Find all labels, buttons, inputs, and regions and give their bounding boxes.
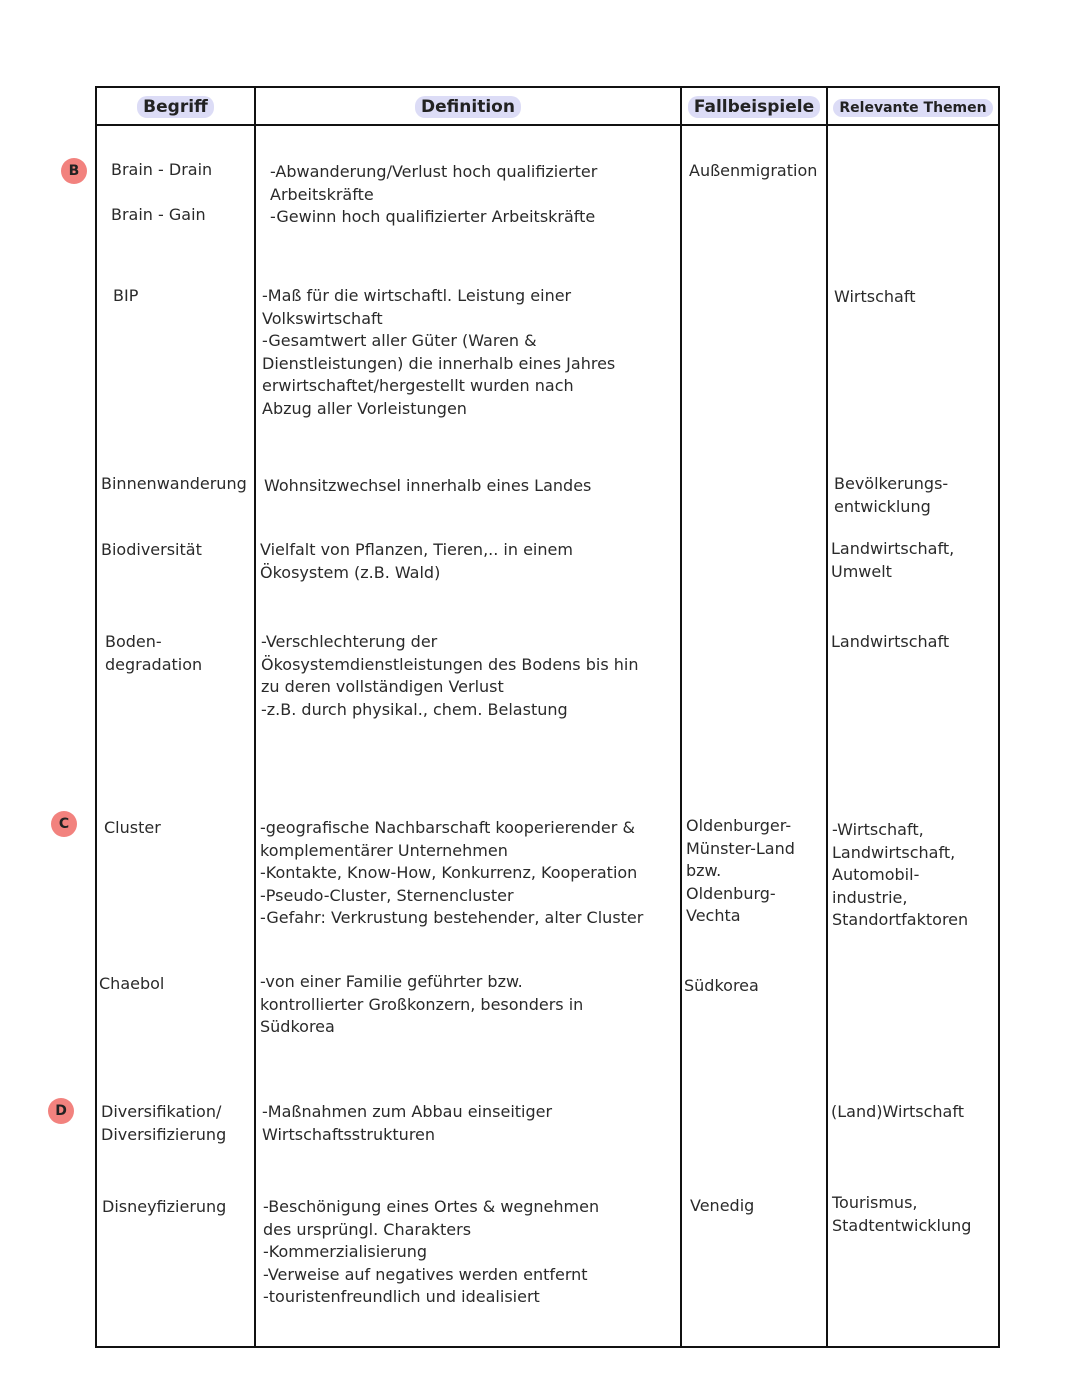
header-relevante-themen: Relevante Themen [828, 95, 998, 119]
topics-cell: (Land)Wirtschaft [831, 1102, 964, 1121]
example-cell: Außenmigration [689, 161, 818, 180]
term-cell: Brain - Drain Brain - Gain [111, 160, 213, 224]
definition-cell: -Beschönigung eines Ortes & wegnehmen des ursprüngl. Charakters -Kommerzialisierung -Verweise auf negatives werden entfernt -touristenfreundlich und idealisiert [263, 1197, 600, 1306]
header-begriff: Begriff [97, 95, 254, 119]
example-cell: Südkorea [684, 976, 759, 995]
term-cell: Boden- degradation [105, 632, 203, 674]
topics-cell: Bevölkerungs- entwicklung [834, 474, 949, 516]
column-divider [680, 86, 682, 1348]
header-fallbeispiele: Fallbeispiele [682, 95, 826, 119]
term-cell: Biodiversität [101, 540, 202, 559]
definition-cell: -geografische Nachbarschaft kooperierender & komplementärer Unternehmen -Kontakte, Know-How, Konkurrenz, Kooperation -Pseudo-Cluster, Sternencluster -Gefahr: Verkrustung bestehender, alter Cluster [260, 818, 644, 927]
topics-cell: Landwirtschaft [831, 632, 950, 651]
example-cell: Oldenburger- Münster-Land bzw. Oldenburg- Vechta [686, 816, 795, 925]
term-cell: Binnenwanderung [101, 474, 247, 493]
definition-cell: -Maßnahmen zum Abbau einseitiger Wirtschaftsstrukturen [262, 1102, 553, 1144]
term-cell: Disneyfizierung [102, 1197, 227, 1216]
example-cell: Venedig [690, 1196, 755, 1215]
definition-cell: -Abwanderung/Verlust hoch qualifizierter Arbeitskräfte -Gewinn hoch qualifizierter Arbeitskräfte [270, 162, 598, 226]
term-cell: Diversifikation/ Diversifizierung [101, 1102, 227, 1144]
section-marker-d: D [48, 1098, 74, 1124]
term-cell: Cluster [104, 818, 161, 837]
definition-cell: -von einer Familie geführter bzw. kontrollierter Großkonzern, besonders in Südkorea [260, 972, 584, 1036]
header-definition: Definition [256, 95, 680, 119]
column-divider [254, 86, 256, 1348]
topics-cell: -Wirtschaft, Landwirtschaft, Automobil- industrie, Standortfaktoren [832, 820, 969, 929]
term-cell: Chaebol [99, 974, 165, 993]
definition-cell: -Maß für die wirtschaftl. Leistung einer Volkswirtschaft -Gesamtwert aller Güter (Waren & Dienstleistungen) die innerhalb eines Jahres erwirtschaftet/hergestellt wurden nach Abzug aller Vorleistungen [262, 286, 616, 418]
topics-cell: Landwirtschaft, Umwelt [831, 539, 955, 581]
column-divider [826, 86, 828, 1348]
section-marker-c: C [51, 811, 77, 837]
term-cell: BIP [113, 286, 139, 305]
definition-cell: Wohnsitzwechsel innerhalb eines Landes [264, 476, 592, 495]
topics-cell: Tourismus, Stadtentwicklung [832, 1193, 972, 1235]
definition-cell: Vielfalt von Pflanzen, Tieren,.. in einem Ökosystem (z.B. Wald) [260, 540, 573, 582]
section-marker-b: B [61, 158, 87, 184]
header-divider [95, 124, 1000, 126]
definition-cell: -Verschlechterung der Ökosystemdienstleistungen des Bodens bis hin zu deren vollständigen Verlust -z.B. durch physikal., chem. Belastung [261, 632, 639, 719]
topics-cell: Wirtschaft [834, 287, 916, 306]
